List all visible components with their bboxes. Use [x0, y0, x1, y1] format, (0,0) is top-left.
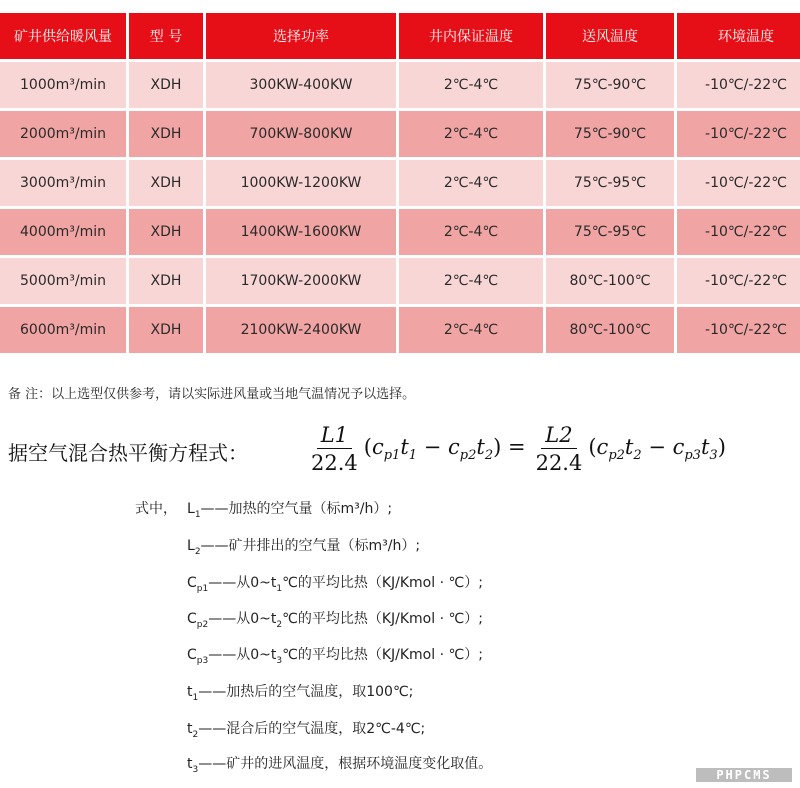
definition-sub_t: 1: [276, 584, 283, 594]
heat-balance-equation: [305, 417, 726, 481]
table-cell: XDH: [129, 160, 203, 206]
table-cell: 3000m³/min: [0, 160, 126, 206]
definition-line: [187, 681, 413, 703]
spec-table: [0, 10, 800, 356]
table-row: [0, 111, 800, 157]
definition-sym: t: [187, 721, 193, 737]
table-cell: 700KW-800KW: [206, 111, 396, 157]
table-cell: 75℃-90℃: [546, 111, 674, 157]
table-row: [0, 62, 800, 108]
table-cell: 1000m³/min: [0, 62, 126, 108]
definition-sym: L: [187, 501, 195, 517]
table-cell: 5000m³/min: [0, 258, 126, 304]
definition-text: ——矿井排出的空气量（标m³/h）;: [200, 538, 421, 554]
definition-sub: 1: [192, 693, 199, 703]
table-row: [0, 160, 800, 206]
table-cell: XDH: [129, 307, 203, 353]
table-cell: 1000KW-1200KW: [206, 160, 396, 206]
definition-sub: 2: [194, 547, 201, 557]
table-cell: XDH: [129, 62, 203, 108]
table-row: [0, 258, 800, 304]
table-cell: XDH: [129, 258, 203, 304]
definition-sub_t: 2: [276, 620, 283, 630]
table-cell: -10℃/-22℃: [677, 307, 800, 353]
definitions-prefix: 式中，: [135, 501, 177, 517]
header-ambient-temp: 环境温度: [677, 13, 800, 59]
definition-line: [187, 498, 392, 520]
table-cell: 75℃-95℃: [546, 160, 674, 206]
definition-pre: ——从0~t: [208, 611, 277, 627]
table-cell: 2℃-4℃: [399, 209, 543, 255]
table-cell: 75℃-95℃: [546, 209, 674, 255]
table-cell: 80℃-100℃: [546, 307, 674, 353]
definition-text: ℃的平均比热（KJ/Kmol · ℃）;: [282, 575, 483, 591]
definition-sub: 2: [192, 730, 199, 740]
table-cell: 6000m³/min: [0, 307, 126, 353]
header-model: 型 号: [129, 13, 203, 59]
header-airflow: 矿井供给暖风量: [0, 13, 126, 59]
table-row: [0, 209, 800, 255]
table-cell: -10℃/-22℃: [677, 258, 800, 304]
definition-sub: 3: [192, 765, 199, 775]
table-cell: XDH: [129, 111, 203, 157]
fraction-right: [532, 422, 587, 477]
definition-text: ——加热的空气量（标m³/h）;: [200, 501, 393, 517]
table-cell: 4000m³/min: [0, 209, 126, 255]
definition-line: [187, 608, 483, 630]
header-power: 选择功率: [206, 13, 396, 59]
table-cell: 300KW-400KW: [206, 62, 396, 108]
definition-text: ——混合后的空气温度，取2℃-4℃;: [198, 721, 426, 737]
definition-sym: t: [187, 756, 193, 772]
definition-line: [187, 753, 492, 775]
definition-pre: ——从0~t: [208, 647, 277, 663]
fraction-left-numerator: L1: [317, 422, 352, 449]
header-shaft-temp: 井内保证温度: [399, 13, 543, 59]
fraction-right-numerator: L2: [541, 422, 576, 449]
table-row: [0, 307, 800, 353]
table-cell: 2℃-4℃: [399, 62, 543, 108]
definition-line: [187, 572, 483, 594]
equation-left-term: $(c_{p1}t_1 - c_{p2}t_2)$ =: [363, 435, 526, 463]
definition-sub: p2: [196, 620, 209, 630]
definition-sym: L: [187, 538, 195, 554]
table-cell: 2℃-4℃: [399, 160, 543, 206]
fraction-right-denominator: 22.4: [535, 450, 583, 475]
table-cell: 1400KW-1600KW: [206, 209, 396, 255]
definition-text: ——加热后的空气温度，取100℃;: [198, 684, 414, 700]
table-cell: 75℃-90℃: [546, 62, 674, 108]
table-cell: 2℃-4℃: [399, 111, 543, 157]
equation-label: 据空气混合热平衡方程式：: [8, 441, 248, 465]
definition-sym: C: [187, 647, 197, 663]
table-cell: 2℃-4℃: [399, 307, 543, 353]
table-cell: -10℃/-22℃: [677, 62, 800, 108]
definition-sub: 1: [194, 510, 201, 520]
definition-text: ℃的平均比热（KJ/Kmol · ℃）;: [282, 611, 483, 627]
header-supply-temp: 送风温度: [546, 13, 674, 59]
table-cell: 80℃-100℃: [546, 258, 674, 304]
table-cell: -10℃/-22℃: [677, 111, 800, 157]
watermark: PHPCMS: [696, 768, 792, 782]
definition-sub: p3: [196, 656, 209, 666]
table-cell: 1700KW-2000KW: [206, 258, 396, 304]
equation-right-term: $(c_{p2}t_2 - c_{p3}t_3)$: [588, 435, 726, 463]
definition-sub: p1: [196, 584, 209, 594]
table-cell: XDH: [129, 209, 203, 255]
table-note: 备 注：以上选型仅供参考，请以实际进风量或当地气温情况予以选择。: [8, 387, 416, 402]
definition-sym: C: [187, 575, 197, 591]
definition-pre: ——从0~t: [208, 575, 277, 591]
definition-text: ℃的平均比热（KJ/Kmol · ℃）;: [282, 647, 483, 663]
fraction-left: [307, 422, 362, 477]
table-cell: 2℃-4℃: [399, 258, 543, 304]
table-cell: 2000m³/min: [0, 111, 126, 157]
definition-line: [187, 535, 420, 557]
table-header-row: [0, 13, 800, 59]
definition-text: ——矿井的进风温度，根据环境温度变化取值。: [198, 756, 493, 772]
definition-sym: C: [187, 611, 197, 627]
definition-sub_t: 3: [276, 656, 283, 666]
definition-line: [187, 644, 483, 666]
definition-sym: t: [187, 684, 193, 700]
definition-line: [187, 718, 425, 740]
table-cell: -10℃/-22℃: [677, 160, 800, 206]
fraction-left-denominator: 22.4: [311, 450, 358, 475]
table-cell: 2100KW-2400KW: [206, 307, 396, 353]
table-cell: -10℃/-22℃: [677, 209, 800, 255]
